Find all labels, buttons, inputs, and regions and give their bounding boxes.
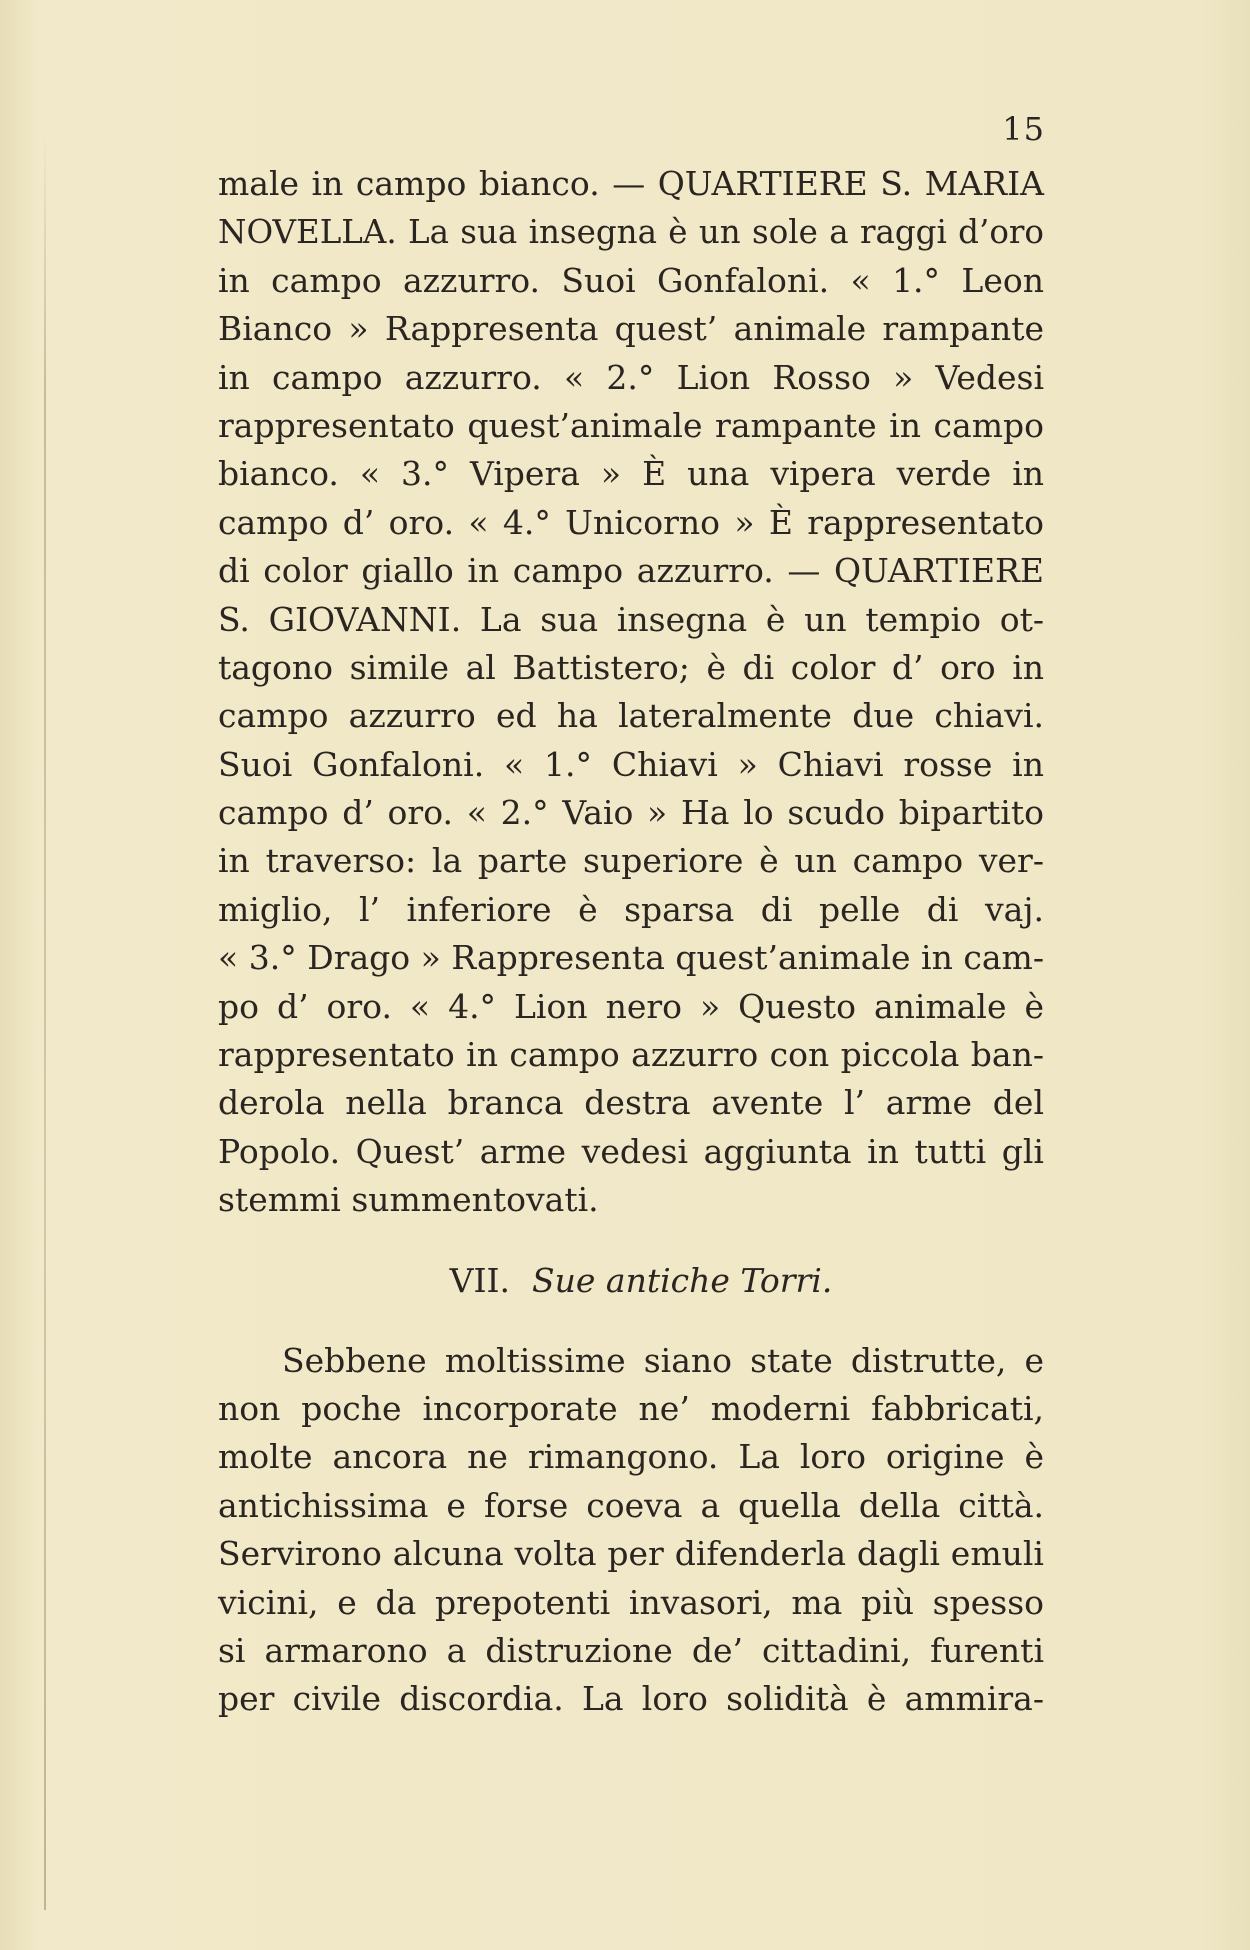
text-line: in campo azzurro. « 2.° Lion Rosso » Vedesi xyxy=(218,357,1044,397)
text-line: miglio, l’ inferiore è sparsa di pelle di vaj. xyxy=(218,889,1044,929)
section-number: VII. xyxy=(449,1260,511,1300)
text-line: derola nella branca destra avente l’ arme del xyxy=(218,1083,1044,1123)
text-line: si armarono a distruzione de’ cittadini, furenti xyxy=(218,1630,1044,1670)
text-line: po d’ oro. « 4.° Lion nero » Questo animale è xyxy=(218,986,1044,1026)
text-line: non poche incorporate ne’ moderni fabbricati, xyxy=(218,1388,1044,1428)
text-line: molte ancora ne rimangono. La loro origine è xyxy=(218,1437,1044,1477)
text-line: Servirono alcuna volta per difenderla dagli emuli xyxy=(218,1534,1044,1574)
text-line: vicini, e da prepotenti invasori, ma più spesso xyxy=(218,1582,1044,1622)
section-title: Sue antiche Torri. xyxy=(532,1260,833,1300)
text-line: campo azzurro ed ha lateralmente due chiavi. xyxy=(218,696,1044,736)
text-line: S. GIOVANNI. La sua insegna è un tempio ot- xyxy=(218,599,1044,639)
text-line: « 3.° Drago » Rappresenta quest’animale in cam- xyxy=(218,938,1044,978)
text-line: bianco. « 3.° Vipera » È una vipera verde in xyxy=(218,454,1044,494)
page-number: 15 xyxy=(1002,110,1045,148)
text-line: male in campo bianco. — QUARTIERE S. MARIA xyxy=(218,164,1044,203)
text-line: per civile discordia. La loro solidità è ammira- xyxy=(218,1679,1044,1719)
text-line: Sebbene moltissime siano state distrutte, e xyxy=(282,1340,1044,1380)
section-heading xyxy=(218,1225,1044,1337)
text-line: Suoi Gonfaloni. « 1.° Chiavi » Chiavi rosse in xyxy=(218,744,1044,784)
text-line: stemmi summentovati. xyxy=(218,1180,599,1220)
text-line: in traverso: la parte superiore è un campo ver- xyxy=(218,841,1044,881)
binding-gutter xyxy=(44,130,46,1910)
paragraph-2 xyxy=(218,1337,1044,1724)
text-line: antichissima e forse coeva a quella della città. xyxy=(218,1485,1044,1525)
text-line: rappresentato quest’animale rampante in campo xyxy=(218,405,1044,445)
text-line: tagono simile al Battistero; è di color d’ oro in xyxy=(218,647,1044,687)
text-line: Popolo. Quest’ arme vedesi aggiunta in tutti gli xyxy=(218,1131,1044,1171)
page-text xyxy=(218,160,1044,1724)
text-line: campo d’ oro. « 4.° Unicorno » È rappresentato xyxy=(218,502,1044,542)
paragraph-1 xyxy=(218,160,1044,1225)
text-line: di color giallo in campo azzurro. — QUARTIERE xyxy=(218,551,1044,591)
text-line: rappresentato in campo azzurro con piccola ban- xyxy=(218,1035,1044,1075)
text-line: in campo azzurro. Suoi Gonfaloni. « 1.° Leon xyxy=(218,260,1044,300)
text-line: Bianco » Rappresenta quest’ animale rampante xyxy=(218,309,1044,349)
text-line: campo d’ oro. « 2.° Vaio » Ha lo scudo bipartito xyxy=(218,793,1044,833)
text-line: NOVELLA. La sua insegna è un sole a raggi d’oro xyxy=(218,213,1044,252)
